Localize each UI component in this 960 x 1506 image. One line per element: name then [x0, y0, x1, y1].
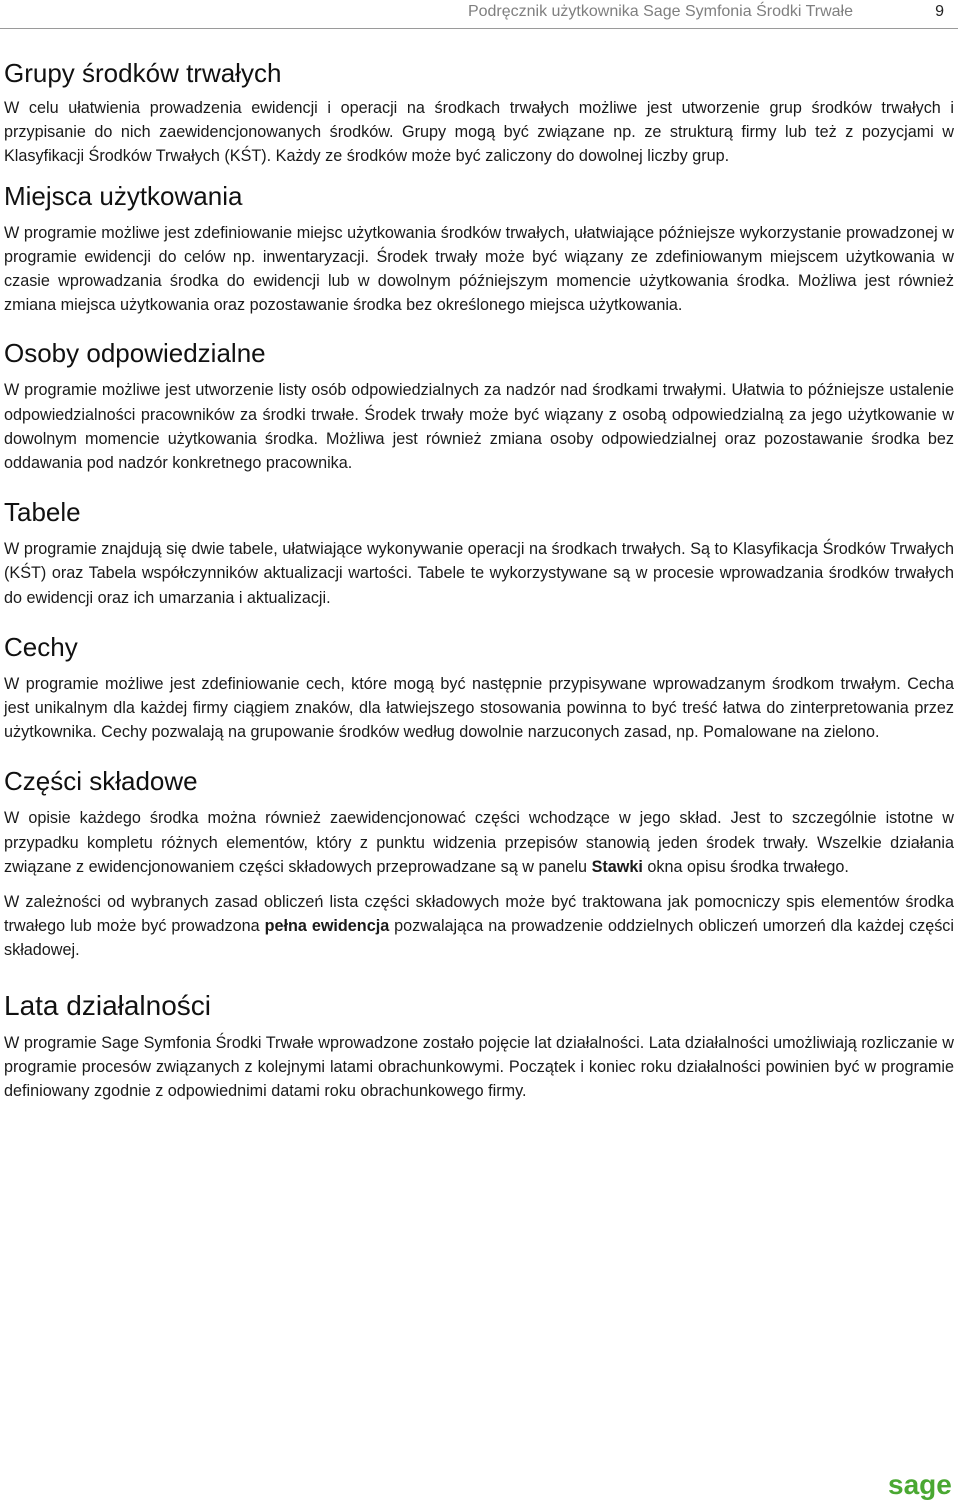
section-heading: Tabele	[4, 497, 81, 528]
section-miejsca	[4, 181, 954, 318]
section-czesci	[4, 766, 954, 962]
page-number: 9	[935, 3, 944, 20]
page-content	[4, 58, 954, 1103]
section-heading: Miejsca użytkowania	[4, 180, 243, 211]
section-paragraph: W programie możliwe jest utworzenie listy osób odpowiedzialnych za nadzór nad środkami trwałymi. Ułatwia to późniejsze ustalenie odpowiedzialności pracowników za środki trwałe. Środek trwały może być wiązany z osobą odpowiedzialną za jego użytkowanie w dowolnym momencie użytkowania środka. Możliwa jest również zmiana osoby odpowiedzialnej oraz pozostawanie środka bez oddawania pod nadzór konkretnego pracownika.	[4, 381, 954, 473]
section-heading: Lata działalności	[4, 989, 212, 1021]
section-heading: Cechy	[4, 631, 78, 662]
section-grupy	[4, 58, 954, 169]
section-paragraph: W celu ułatwienia prowadzenia ewidencji i operacji na środkach trwałych możliwe jest utworzenie grup środków trwałych i przypisanie do nich zaewidencjonowanych środków. Grupy mogą być związane np. ze strukturą firmy lub też z pozycjami w Klasyfikacji Środków Trwałych (KŚT). Każdy ze środków może być zaliczony do dowolnej liczby grup.	[4, 99, 954, 166]
section-paragraph: W programie możliwe jest zdefiniowanie miejsc użytkowania środków trwałych, ułatwiające późniejsze wykorzystanie prowadzonej w programie ewidencji do celów np. inwentaryzacji. Środek trwały może być wiązany ze zdefiniowanym miejscem użytkowania w czasie wprowadzania środka do ewidencji lub w dowolnym późniejszym momencie użytkowania środka. Możliwa jest również zmiana miejsca użytkowania oraz pozostawanie środka bez określonego miejsca użytkowania.	[4, 223, 954, 315]
section-lata	[4, 991, 954, 1104]
section-osoby	[4, 338, 954, 475]
section-heading: Osoby odpowiedzialne	[4, 338, 266, 369]
header-title: Podręcznik użytkownika Sage Symfonia Środki Trwałe	[467, 3, 853, 20]
page-header	[0, 0, 958, 29]
section-heading: Grupy środków trwałych	[4, 58, 282, 88]
section-paragraph: W programie Sage Symfonia Środki Trwałe wprowadzone zostało pojęcie lat działalności. Lata działalności umożliwiają rozliczanie w programie procesów związanych z kolejnymi latami obrachunkowymi. Początek i koniec roku działalności powinien być w programie definiowany zgodnie z odpowiednimi datami roku obrachunkowego firmy.	[4, 1033, 954, 1101]
sage-logo-text: sage	[888, 1470, 952, 1500]
bold-term: Stawki	[591, 857, 643, 876]
section-paragraph: W zależności od wybranych zasad obliczeń lista części składowych może być traktowana jak pomocniczy spis elementów środka trwałego lub może być prowadzona pełna ewidencja pozwalająca na prowadzenie oddzielnych obliczeń umorzeń dla każdej części składowej.	[4, 893, 954, 960]
bold-term: pełna ewidencja	[264, 917, 390, 936]
section-tabele	[4, 497, 954, 610]
section-paragraph: W programie możliwe jest zdefiniowanie cech, które mogą być następnie przypisywane wprowadzanym środkom trwałym. Cecha jest unikalnym dla każdej firmy ciągiem znaków, dla łatwiejszego stosowania powinna to być treść łatwa do zinterpretowania przez użytkownika. Cechy pozwalają na grupowanie środków według dowolnie narzuconych zasad, np. Pomalowane na zielono.	[4, 674, 954, 742]
section-cechy	[4, 632, 954, 745]
sage-logo	[888, 1470, 954, 1504]
section-heading: Części składowe	[4, 766, 198, 797]
section-paragraph: W programie znajdują się dwie tabele, ułatwiające wykonywanie operacji na środkach trwałych. Są to Klasyfikacja Środków Trwałych (KŚT) oraz Tabela współczynników aktualizacji wartości. Tabele te wykorzystywane są w procesie wprowadzania środków trwałych do ewidencji oraz ich umarzania i aktualizacji.	[4, 540, 954, 607]
section-paragraph: W opisie każdego środka można również zaewidencjonować części wchodzące w jego skład. Jest to szczególnie istotne w przypadku kompletu różnych elementów, który z punktu widzenia przepisów stanowią jeden środek trwały. Wszelkie działania związane z ewidencjonowaniem części składowych przeprowadzane są w panelu Stawki okna opisu środka trwałego.	[4, 809, 954, 876]
